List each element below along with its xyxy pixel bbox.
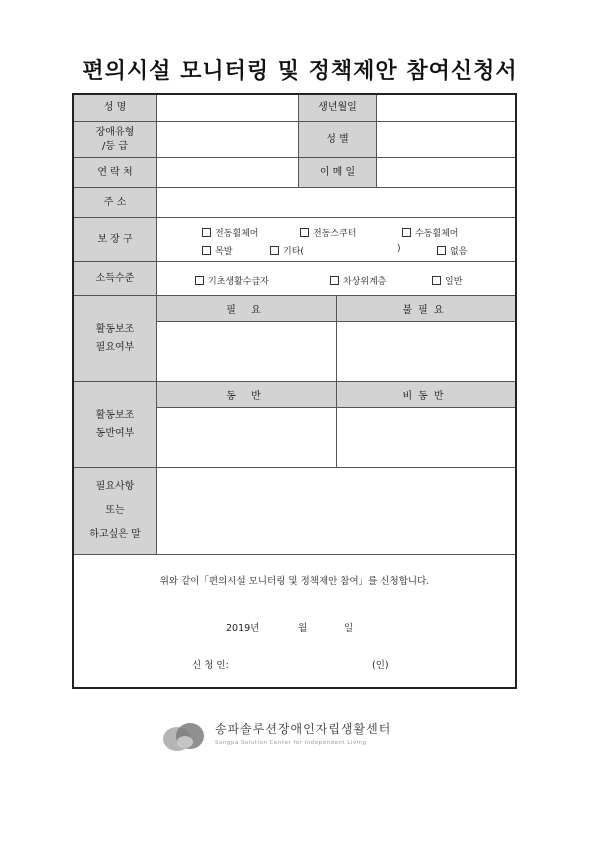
option-crutches[interactable]: 목발	[202, 244, 232, 257]
label-disability: 장애유형 /등 급	[74, 122, 157, 158]
checkbox-icon	[402, 228, 411, 237]
checkbox-icon	[330, 276, 339, 285]
header-not-needed: 불필요	[337, 296, 515, 322]
org-subtitle: Songpa Solution Center for Independent Living	[215, 740, 367, 746]
label-gender: 성 별	[299, 122, 377, 158]
checkbox-icon	[437, 246, 446, 255]
label-activity-need: 활동보조 필요여부	[74, 296, 157, 382]
input-birth[interactable]	[377, 95, 515, 122]
input-not-accompany[interactable]	[337, 408, 515, 468]
option-none[interactable]: 없음	[437, 244, 467, 257]
label-contact: 연 락 처	[74, 158, 157, 188]
option-power-scooter[interactable]: 전동스쿠터	[300, 226, 356, 239]
label-requests: 필요사항 또는 하고싶은 말	[74, 468, 157, 555]
seal-mark: (인)	[372, 660, 389, 671]
income-options	[157, 262, 515, 296]
header-needed: 필 요	[157, 296, 337, 322]
application-form	[72, 93, 517, 689]
option-power-wheelchair[interactable]: 전동휠체어	[202, 226, 258, 239]
checkbox-icon	[195, 276, 204, 285]
label-email: 이 메 일	[299, 158, 377, 188]
label-activity-accompany: 활동보조 동반여부	[74, 382, 157, 468]
label-aid: 보 장 구	[74, 218, 157, 262]
option-near-poverty[interactable]: 차상위계층	[330, 274, 386, 287]
input-address[interactable]	[157, 188, 515, 218]
label-name: 성 명	[74, 95, 157, 122]
input-email[interactable]	[377, 158, 515, 188]
header-not-accompany: 비동반	[337, 382, 515, 408]
checkbox-icon	[432, 276, 441, 285]
input-contact[interactable]	[157, 158, 299, 188]
checkbox-icon	[270, 246, 279, 255]
closing-statement: 위와 같이「편의시설 모니터링 및 정책제안 참여」를 신청합니다.	[159, 576, 430, 587]
option-other-close: )	[397, 244, 401, 254]
input-not-needed[interactable]	[337, 322, 515, 382]
aid-options	[157, 218, 515, 262]
header-accompany: 동 반	[157, 382, 337, 408]
applicant-label: 신 청 인:	[192, 660, 229, 671]
closing-month: 월	[298, 623, 308, 634]
input-requests[interactable]	[157, 468, 515, 555]
input-needed[interactable]	[157, 322, 337, 382]
closing-day: 일	[344, 623, 354, 634]
checkbox-icon	[202, 246, 211, 255]
option-other[interactable]: 기타(	[270, 244, 304, 257]
form-title: 편의시설 모니터링 및 정책제안 참여신청서	[82, 59, 518, 84]
label-address: 주 소	[74, 188, 157, 218]
label-income: 소득수준	[74, 262, 157, 296]
option-manual-wheelchair[interactable]: 수동휠체어	[402, 226, 458, 239]
input-accompany[interactable]	[157, 408, 337, 468]
checkbox-icon	[202, 228, 211, 237]
checkbox-icon	[300, 228, 309, 237]
org-name: 송파솔루션장애인자립생활센터	[215, 722, 392, 736]
center-logo-icon	[160, 716, 210, 756]
label-birth: 생년월일	[299, 95, 377, 122]
closing-year: 2019년	[226, 623, 260, 634]
footer-logo-area	[160, 716, 460, 766]
input-gender[interactable]	[377, 122, 515, 158]
option-basic-livelihood[interactable]: 기초생활수급자	[195, 274, 269, 287]
option-general[interactable]: 일반	[432, 274, 462, 287]
input-name[interactable]	[157, 95, 299, 122]
input-disability[interactable]	[157, 122, 299, 158]
